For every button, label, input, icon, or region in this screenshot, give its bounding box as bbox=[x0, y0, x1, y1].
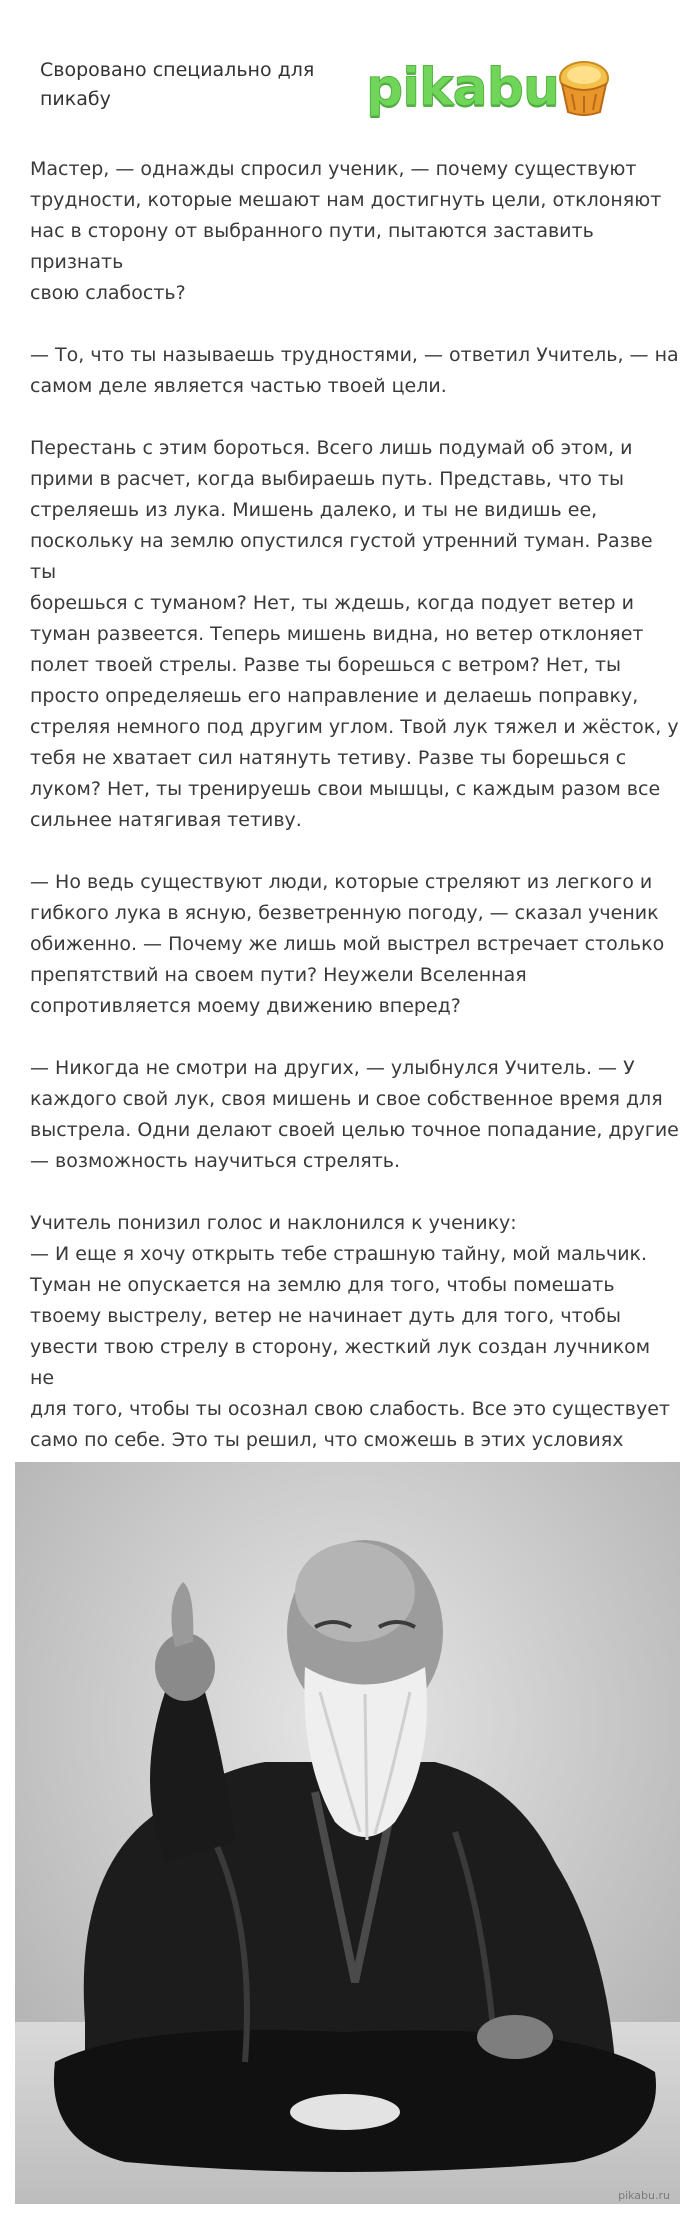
story-paragraph: — То, что ты называешь трудностями, — ответил Учитель, — на самом деле является частью твоей цели. bbox=[30, 344, 679, 397]
page-header bbox=[0, 0, 700, 130]
master-photo bbox=[15, 1462, 680, 2204]
pikabu-logo bbox=[366, 56, 616, 124]
story-text bbox=[30, 154, 680, 1611]
story-paragraph: Мастер, — однажды спросил ученик, — почему существуют трудности, которые мешают нам достигнуть цели, отклоняют нас в сторону от выбранного пути, пытаются заставить признать свою слабость? bbox=[30, 158, 662, 304]
story-paragraph: Перестань с этим бороться. Всего лишь подумай об этом, и прими в расчет, когда выбираешь путь. Представь, что ты стреляешь из лука. Мишень далеко, и ты не видишь ее, поскольку на землю опустился густой утренний туман. Разве ты борешься с туманом? Нет, ты ждешь, когда подует ветер и туман развеется. Теперь мишень видна, но ветер отклоняет полет твоей стрелы. Разве ты борешься с ветром? Нет, ты просто определяешь его направление и делаешь поправку, стреляя немного под другим углом. Твой лук тяжел и жёсток, у тебя не хватает сил натянуть тетиву. Разве ты борешься с луком? Нет, ты тренируешь свои мышцы, с каждым разом все сильнее натягивая тетиву. bbox=[30, 437, 679, 831]
master-figure-illustration bbox=[15, 1462, 680, 2204]
logo-wordmark: pikabu bbox=[366, 58, 559, 118]
header-caption: Своровано специально для пикабу bbox=[40, 59, 315, 110]
story-paragraph: Учитель понизил голос и наклонился к ученику: — И еще я хочу открыть тебе страшную тайну, мой мальчик. Туман не опускается на землю для того, чтобы помешать твоему выстрелу, ветер не начинает дуть для того, чтобы увести твою стрелу в сторону, жесткий лук создан лучником не для того, чтобы ты осознал свою слабость. Все это существует само по себе. Это ты решил, что сможешь в этих условиях bbox=[30, 1212, 670, 1451]
story-paragraph: — Но ведь существуют люди, которые стреляют из легкого и гибкого лука в ясную, безветренную погоду, — сказал ученик обиженно. — Почему же лишь мой выстрел встречает столько препятствий на своем пути? Неужели Вселенная сопротивляется моему движению вперед? bbox=[30, 871, 665, 1017]
story-paragraph: — Никогда не смотри на других, — улыбнулся Учитель. — У каждого свой лук, своя мишень и свое собственное время для выстрела. Одни делают своей целью точное попадание, другие — возможность научиться стрелять. bbox=[30, 1057, 679, 1172]
cupcake-icon bbox=[556, 58, 612, 118]
watermark: pikabu.ru bbox=[618, 2189, 670, 2202]
